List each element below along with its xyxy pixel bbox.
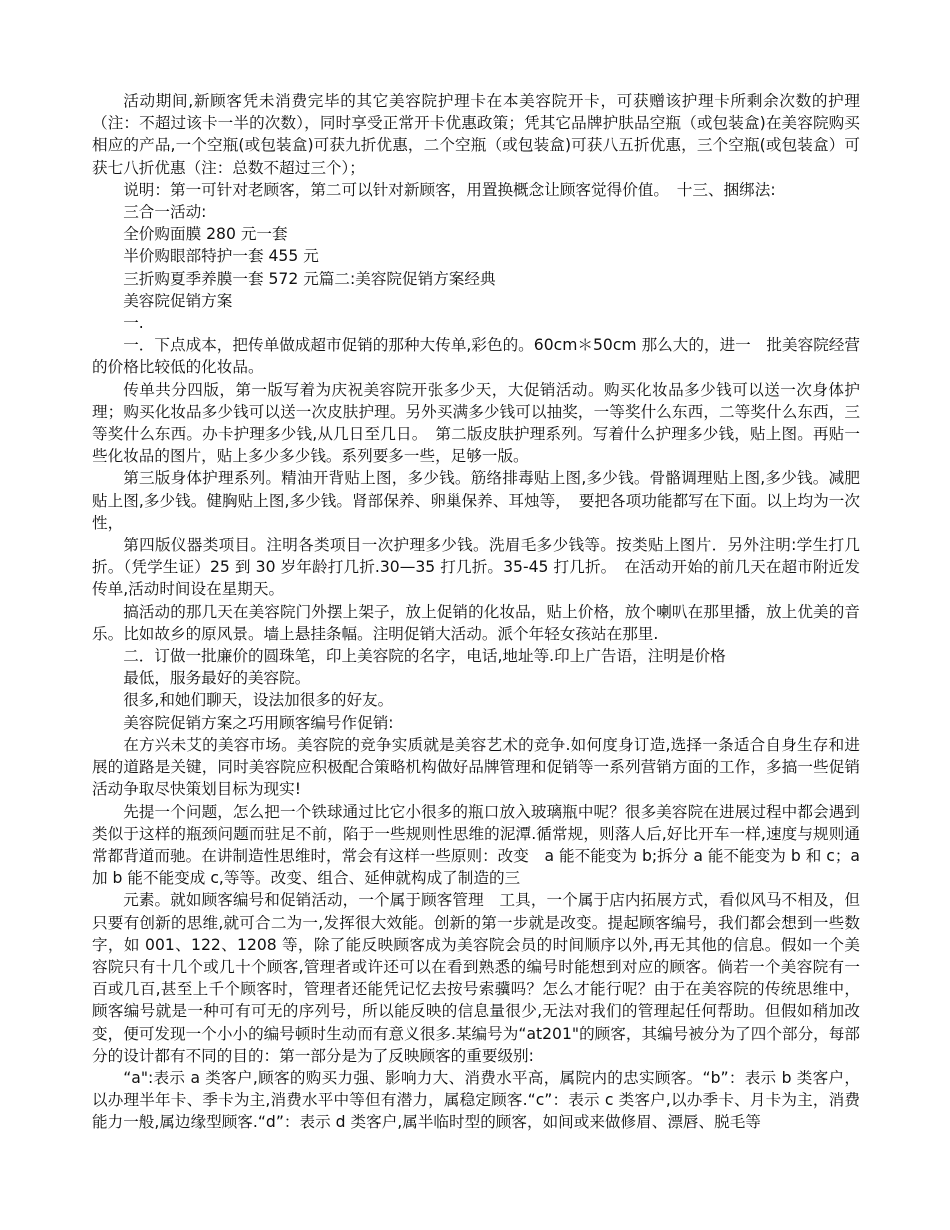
- paragraph: 半价购眼部特护一套 455 元: [123, 247, 319, 266]
- paragraph: 一.: [123, 314, 144, 333]
- paragraph: 搞活动的那几天在美容院门外摆上架子，放上促销的化妆品，贴上价格，放个喇叭在那里播，放上优美的音乐。比如故乡的原风景。墙上悬挂条幅。注明促销大活动。派个年轻女孩站在那里.: [92, 602, 860, 643]
- paragraph: 第四版仪器类项目。注明各类项目一次护理多少钱。洗眉毛多少钱等。按类贴上图片．另外注明:学生打几折。（凭学生证）25 到 30 岁年龄打几折.30—35 打几折。35-45 打几折。 在活动开始的前几天在超市附近发传单,活动时间设在星期天。: [92, 536, 860, 599]
- paragraph: 在方兴未艾的美容市场。美容院的竞争实质就是美容艺术的竞争.如何度身订造,选择一条适合自身生存和进展的道路是关键，同时美容院应积极配合策略机构做好品牌管理和促销等一系列营销方面的工作，多搞一些促销活动争取尽快策划目标为现实!: [92, 735, 860, 799]
- paragraph: 最低，服务最好的美容院。: [123, 669, 311, 688]
- paragraph: 很多,和她们聊天，设法加很多的好友。: [123, 691, 394, 710]
- paragraph: 传单共分四版，第一版写着为庆祝美容院开张多少天，大促销活动。购买化妆品多少钱可以送一次身体护理；购买化妆品多少钱可以送一次皮肤护理。另外买满多少钱可以抽奖，一等奖什么东西，二等奖什么东西，三等奖什么东西。办卡护理多少钱,从几日至几日。 第二版皮肤护理系列。写着什么护理多少钱，贴上图。再贴一些化妆品的图片，贴上多少多少钱。系列要多一些，足够一版。: [92, 380, 860, 466]
- document-page: [92, 90, 860, 1134]
- paragraph: 美容院促销方案: [123, 291, 233, 310]
- paragraph: 三折购夏季养膜一套 572 元篇二:美容院促销方案经典: [123, 269, 496, 288]
- paragraph: 元素。就如顾客编号和促销活动，一个属于顾客管理 工具，一个属于店内拓展方式，看似风马不相及，但只要有创新的思维,就可合二为一,发挥很大效能。创新的第一步就是改变。提起顾客编号，我们都会想到一些数字，如 001、122、1208 等，除了能反映顾客成为美容院会员的时间顺序以外,再无其他的信息。假如一个美容院只有十几个或几十个顾客,管理者或许还可以在看到熟悉的编号时能想到对应的顾客。倘若一个美容院有一百或几百,甚至上千个顾客时，管理者还能凭记忆去按号索骥吗？怎么才能行呢？由于在美容院的传统思维中，顾客编号就是一种可有可无的序列号，所以能反映的信息量很少,无法对我们的管理起任何帮助。但假如稍加改变，便可发现一个小小的编号顿时生动而有意义很多.某编号为“at201"的顾客，其编号被分为了四个部分，每部分的设计都有不同的目的：第一部分是为了反映顾客的重要级别:: [92, 891, 860, 1065]
- paragraph: 第三版身体护理系列。精油开背贴上图，多少钱。筋络排毒贴上图,多少钱。骨骼调理贴上图,多少钱。减肥贴上图,多少钱。健胸贴上图,多少钱。肾部保养、卵巢保养、耳烛等， 要把各项功能都写在下面。以上均为一次性，: [92, 469, 860, 532]
- paragraph: 先提一个问题，怎么把一个铁球通过比它小很多的瓶口放入玻璃瓶中呢？很多美容院在进展过程中都会遇到类似于这样的瓶颈问题而驻足不前，陷于一些规则性思维的泥潭.循常规，则落人后,好比开车一样,速度与规则通常都背道而驰。在讲制造性思维时，常会有这样一些原则：改变 a 能不能变为 b;拆分 a 能不能变为 b 和 c；a 加 b 能不能变成 c,等等。改变、组合、延伸就构成了制造的三: [92, 802, 860, 888]
- paragraph: 一．下点成本，把传单做成超市促销的那种大传单,彩色的。60cm＊50cm 那么大的，进一 批美容院经营的价格比较低的化妆品。: [92, 336, 860, 377]
- paragraph: 三合一活动:: [123, 203, 207, 222]
- paragraph: 二．订做一批廉价的圆珠笔，印上美容院的名字，电话,地址等.印上广告语，注明是价格: [123, 647, 726, 666]
- paragraph: 全价购面膜 280 元一套: [123, 225, 288, 244]
- paragraph: 美容院促销方案之巧用顾客编号作促销:: [123, 713, 394, 732]
- paragraph: 活动期间,新顾客凭未消费完毕的其它美容院护理卡在本美容院开卡，可获赠该护理卡所剩余次数的护理（注：不超过该卡一半的次数），同时享受正常开卡优惠政策；凭其它品牌护肤品空瓶（或包装盒)在美容院购买相应的产品,一个空瓶(或包装盒)可获九折优惠，二个空瓶（或包装盒)可获八五折优惠，三个空瓶(或包装盒）可获七八折优惠（注：总数不超过三个）；: [92, 92, 860, 177]
- paragraph: “a":表示 a 类客户,顾客的购买力强、影响力大、消费水平高，属院内的忠实顾客。“b”：表示 b 类客户，以办理半年卡、季卡为主,消费水平中等但有潜力，属稳定顾客.“c”：表示 c 类客户,以办季卡、月卡为主，消费能力一般,属边缘型顾客.“d”：表示 d 类客户,属半临时型的顾客，如间或来做修眉、漂唇、脱毛等: [92, 1068, 860, 1132]
- paragraph: 说明：第一可针对老顾客，第二可以针对新顾客，用置换概念让顾客觉得价值。 十三、捆绑法:: [123, 180, 776, 199]
